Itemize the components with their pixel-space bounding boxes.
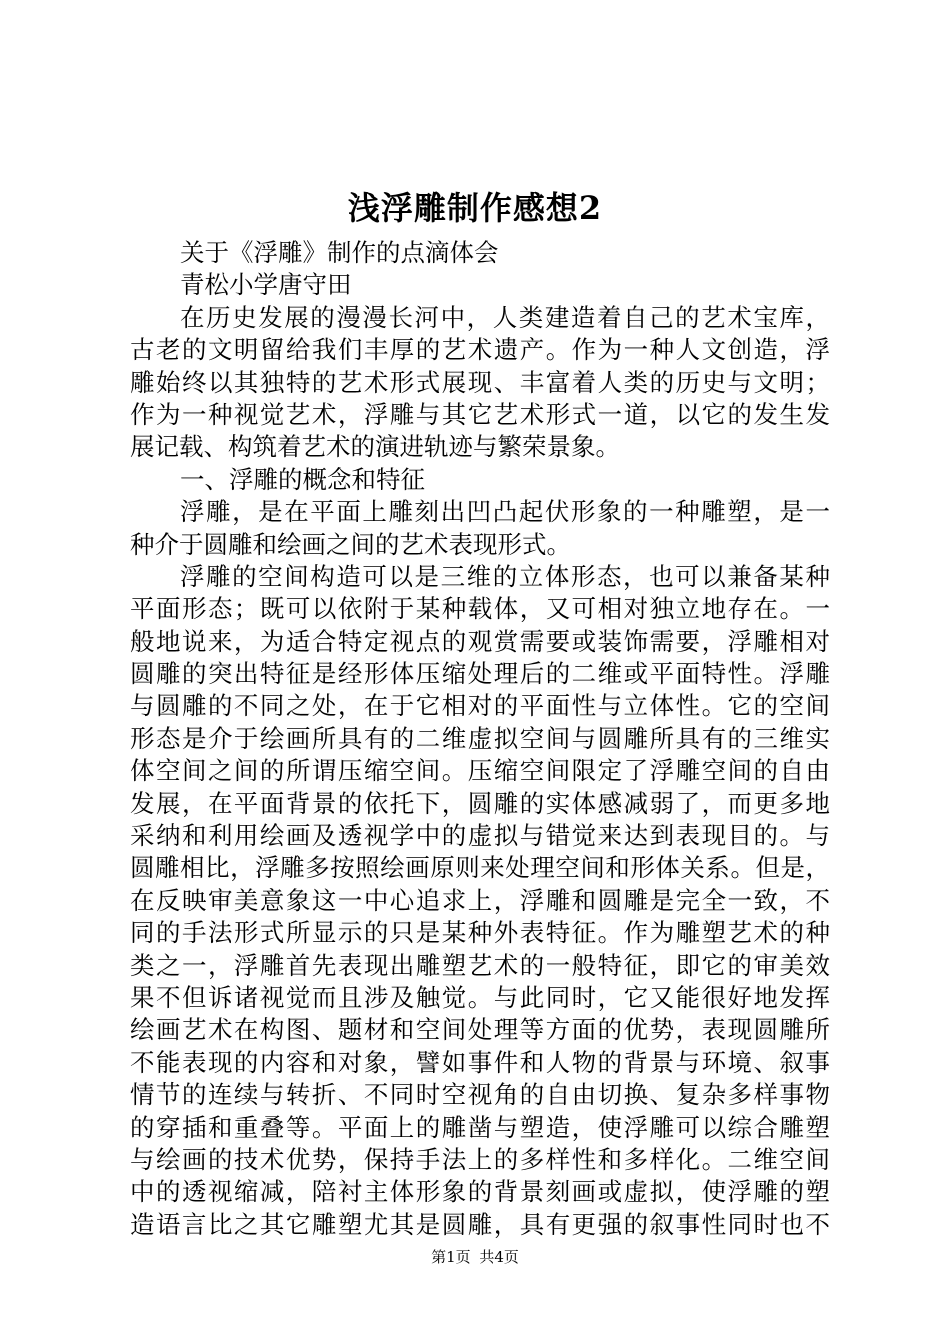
text-line: 在反映审美意象这一中心追求上，浮雕和圆雕是完全一致，不 — [130, 885, 830, 915]
text-line: 关于《浮雕》制作的点滴体会 — [180, 238, 499, 267]
text-line: 浮雕的空间构造可以是三维的立体形态，也可以兼备某种 — [180, 561, 830, 591]
text-line: 浮雕，是在平面上雕刻出凹凸起伏形象的一种雕塑，是一 — [180, 497, 830, 527]
text-line: 青松小学唐守田 — [180, 270, 352, 300]
text-line: 发展，在平面背景的依托下，圆雕的实体感减弱了，而更多地 — [130, 788, 830, 818]
text-line: 的穿插和重叠等。平面上的雕凿与塑造，使浮雕可以综合雕塑 — [130, 1112, 830, 1142]
text-line: 与绘画的技术优势，保持手法上的多样性和多样化。二维空间 — [130, 1144, 830, 1174]
text-line: 中的透视缩减，陪衬主体形象的背景刻画或虚拟，使浮雕的塑 — [130, 1177, 830, 1207]
text-line: 造语言比之其它雕塑尤其是圆雕，具有更强的叙事性同时也不 — [130, 1209, 830, 1239]
text-line: 绘画艺术在构图、题材和空间处理等方面的优势，表现圆雕所 — [130, 1015, 830, 1045]
text-line: 情节的连续与转折、不同时空视角的自由切换、复杂多样事物 — [130, 1080, 830, 1110]
text-line: 平面形态；既可以依附于某种载体，又可相对独立地存在。一 — [130, 594, 830, 624]
document-body — [130, 237, 830, 1241]
text-line: 果不但诉诸视觉而且涉及触觉。与此同时，它又能很好地发挥 — [130, 982, 830, 1012]
text-line: 种介于圆雕和绘画之间的艺术表现形式。 — [130, 529, 571, 559]
text-line: 在历史发展的漫漫长河中，人类建造着自己的艺术宝库， — [180, 302, 830, 332]
text-line: 类之一，浮雕首先表现出雕塑艺术的一般特征，即它的审美效 — [130, 950, 830, 980]
text-line: 作为一种视觉艺术，浮雕与其它艺术形式一道，以它的发生发 — [130, 399, 830, 429]
text-line: 同的手法形式所显示的只是某种外表特征。作为雕塑艺术的种 — [130, 918, 830, 948]
page-footer — [0, 1247, 950, 1267]
page-total: 共4页 — [479, 1248, 519, 1266]
text-line: 形态是介于绘画所具有的二维虚拟空间与圆雕所具有的三维实 — [130, 723, 830, 753]
page-number: 第1页 — [431, 1248, 471, 1266]
text-line: 般地说来，为适合特定视点的观赏需要或装饰需要，浮雕相对 — [130, 626, 830, 656]
text-line: 体空间之间的所谓压缩空间。压缩空间限定了浮雕空间的自由 — [130, 756, 830, 786]
text-line: 一、浮雕的概念和特征 — [180, 464, 425, 494]
text-line: 展记载、构筑着艺术的演进轨迹与繁荣景象。 — [130, 432, 620, 462]
text-line: 圆雕的突出特征是经形体压缩处理后的二维或平面特性。浮雕 — [130, 659, 830, 689]
text-line: 采纳和利用绘画及透视学中的虚拟与错觉来达到表现目的。与 — [130, 821, 830, 851]
text-line: 古老的文明留给我们丰厚的艺术遗产。作为一种人文创造，浮 — [130, 335, 830, 365]
document-title: 浅浮雕制作感想2 — [347, 189, 603, 227]
text-line: 圆雕相比，浮雕多按照绘画原则来处理空间和形体关系。但是， — [130, 853, 830, 883]
text-line: 不能表现的内容和对象，譬如事件和人物的背景与环境、叙事 — [130, 1047, 830, 1077]
text-line: 与圆雕的不同之处，在于它相对的平面性与立体性。它的空间 — [130, 691, 830, 721]
text-line: 雕始终以其独特的艺术形式展现、丰富着人类的历史与文明； — [130, 367, 830, 397]
